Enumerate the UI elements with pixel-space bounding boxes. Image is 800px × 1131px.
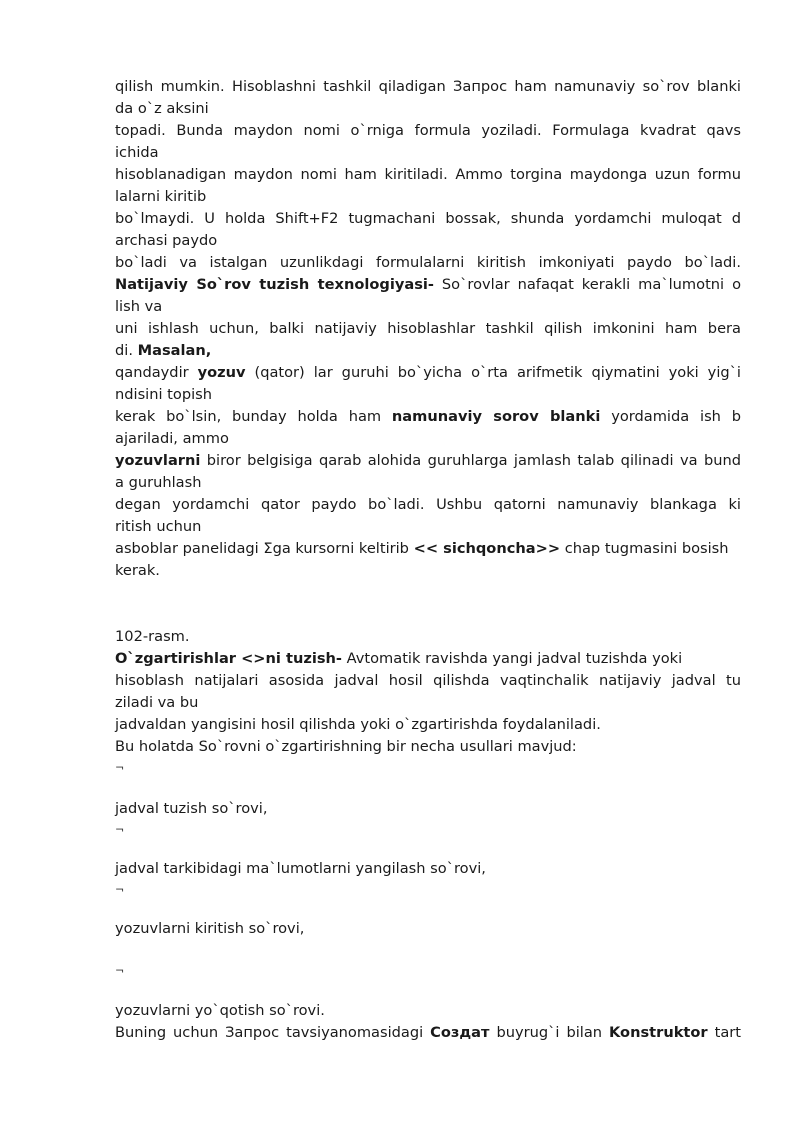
text-line bbox=[115, 450, 741, 472]
text-line bbox=[115, 98, 741, 120]
text-line bbox=[115, 516, 741, 538]
text-segment: bo`lmaydi. U holda Shift+F2 tugmachani bossak, shunda yordamchi muloqat d bbox=[115, 210, 741, 227]
text-segment: jadval tuzish so`rovi, bbox=[115, 800, 268, 817]
text-line bbox=[115, 296, 741, 318]
text-segment: Avtomatik ravishda yangi jadval tuzishda yoki bbox=[342, 650, 683, 667]
text-segment: di. bbox=[115, 342, 138, 359]
text-segment: hisoblash natijalari asosida jadval hosil qilishda vaqtinchalik natijaviy jadval tu bbox=[115, 672, 741, 689]
text-segment: topadi. Bunda maydon nomi o`rniga formula yoziladi. Formulaga kvadrat qavs bbox=[115, 122, 741, 139]
bold-text: Создат bbox=[430, 1024, 490, 1041]
text-line bbox=[115, 186, 741, 208]
text-line bbox=[115, 362, 741, 384]
text-segment: So`rovlar nafaqat kerakli ma`lumotni o bbox=[433, 276, 741, 293]
list-bullet-mark bbox=[115, 960, 741, 982]
bold-text: namunaviy sorov blanki bbox=[391, 408, 601, 425]
bold-text: O`zgartirishlar <>ni tuzish- bbox=[115, 650, 342, 667]
text-segment: a guruhlash bbox=[115, 474, 202, 491]
text-segment: kerak bo`lsin, bunday holda ham bbox=[115, 408, 392, 425]
text-line bbox=[115, 670, 741, 692]
text-segment: lalarni kiritib bbox=[115, 188, 207, 205]
text-segment: jadvaldan yangisini hosil qilishda yoki o`zgartirishda foydalaniladi. bbox=[115, 716, 601, 733]
text-segment: ¬ bbox=[115, 964, 125, 977]
text-line bbox=[115, 274, 741, 296]
text-line bbox=[115, 142, 741, 164]
text-line bbox=[115, 230, 741, 252]
text-segment: yozuvlarni kiritish so`rovi, bbox=[115, 920, 305, 937]
text-segment: ajariladi, ammo bbox=[115, 430, 229, 447]
text-segment: tart bbox=[707, 1024, 741, 1041]
text-segment: asboblar panelidagi Σga kursorni keltirib bbox=[115, 540, 414, 557]
text-line bbox=[115, 798, 741, 820]
text-line bbox=[115, 340, 741, 362]
bold-text: Konstruktor bbox=[609, 1024, 708, 1041]
text-segment: ¬ bbox=[115, 883, 125, 896]
text-segment: (qator) lar guruhi bo`yicha o`rta arifmetik qiymatini yoki yig`i bbox=[245, 364, 741, 381]
bold-text: Masalan, bbox=[137, 342, 212, 359]
text-segment: ritish uchun bbox=[115, 518, 202, 535]
text-line bbox=[115, 858, 741, 880]
text-line bbox=[115, 714, 741, 736]
text-line bbox=[115, 648, 741, 670]
bold-text: yozuv bbox=[197, 364, 246, 381]
text-segment: buyrug`i bilan bbox=[489, 1024, 609, 1041]
text-line bbox=[115, 918, 741, 940]
list-bullet-mark bbox=[115, 819, 741, 841]
text-line bbox=[115, 494, 741, 516]
list-bullet-mark bbox=[115, 879, 741, 901]
text-segment: biror belgisiga qarab alohida guruhlarga jamlash talab qilinadi va bund bbox=[200, 452, 741, 469]
text-segment: qilish mumkin. Hisoblashni tashkil qiladigan Запрос ham namunaviy so`rov blanki bbox=[115, 78, 741, 95]
text-segment: Buning uchun Запрос tavsiyanomasidagi bbox=[115, 1024, 431, 1041]
text-line bbox=[115, 692, 741, 714]
text-line bbox=[115, 538, 741, 560]
text-segment: yordamida ish b bbox=[600, 408, 741, 425]
text-segment: lish va bbox=[115, 298, 163, 315]
text-line bbox=[115, 1022, 741, 1044]
text-segment: ¬ bbox=[115, 761, 125, 774]
text-line bbox=[115, 384, 741, 406]
text-segment: ichida bbox=[115, 144, 159, 161]
text-line bbox=[115, 472, 741, 494]
text-segment: ziladi va bu bbox=[115, 694, 199, 711]
text-line bbox=[115, 406, 741, 428]
text-line bbox=[115, 626, 741, 648]
text-segment: degan yordamchi qator paydo bo`ladi. Ushbu qatorni namunaviy blankaga ki bbox=[115, 496, 741, 513]
text-line bbox=[115, 318, 741, 340]
text-line bbox=[115, 736, 741, 758]
text-line bbox=[115, 428, 741, 450]
text-segment: archasi paydo bbox=[115, 232, 218, 249]
text-segment: 102-rasm. bbox=[115, 628, 190, 645]
text-segment: da o`z aksini bbox=[115, 100, 209, 117]
text-segment: chap tugmasini bosish bbox=[560, 540, 729, 557]
text-segment: Bu holatda So`rovni o`zgartirishning bir necha usullari mavjud: bbox=[115, 738, 577, 755]
text-segment: jadval tarkibidagi ma`lumotlarni yangilash so`rovi, bbox=[115, 860, 486, 877]
text-segment: qandaydir bbox=[115, 364, 198, 381]
bold-text: << sichqoncha>> bbox=[413, 540, 561, 557]
text-segment: ndisini topish bbox=[115, 386, 212, 403]
text-line bbox=[115, 120, 741, 142]
text-segment: bo`ladi va istalgan uzunlikdagi formulalarni kiritish imkoniyati paydo bo`ladi. bbox=[115, 254, 741, 271]
text-segment: uni ishlash uchun, balki natijaviy hisoblashlar tashkil qilish imkonini ham bera bbox=[115, 320, 741, 337]
list-bullet-mark bbox=[115, 757, 741, 779]
text-segment: yozuvlarni yo`qotish so`rovi. bbox=[115, 1002, 325, 1019]
text-segment: kerak. bbox=[115, 562, 160, 579]
bold-text: Natijaviy So`rov tuzish texnologiyasi- bbox=[115, 276, 434, 293]
text-line bbox=[115, 76, 741, 98]
text-line bbox=[115, 164, 741, 186]
text-segment: hisoblanadigan maydon nomi ham kiritiladi. Ammo torgina maydonga uzun formu bbox=[115, 166, 741, 183]
text-line bbox=[115, 560, 741, 582]
text-line bbox=[115, 252, 741, 274]
text-line bbox=[115, 208, 741, 230]
text-line bbox=[115, 1000, 741, 1022]
bold-text: yozuvlarni bbox=[115, 452, 201, 469]
text-segment: ¬ bbox=[115, 823, 125, 836]
